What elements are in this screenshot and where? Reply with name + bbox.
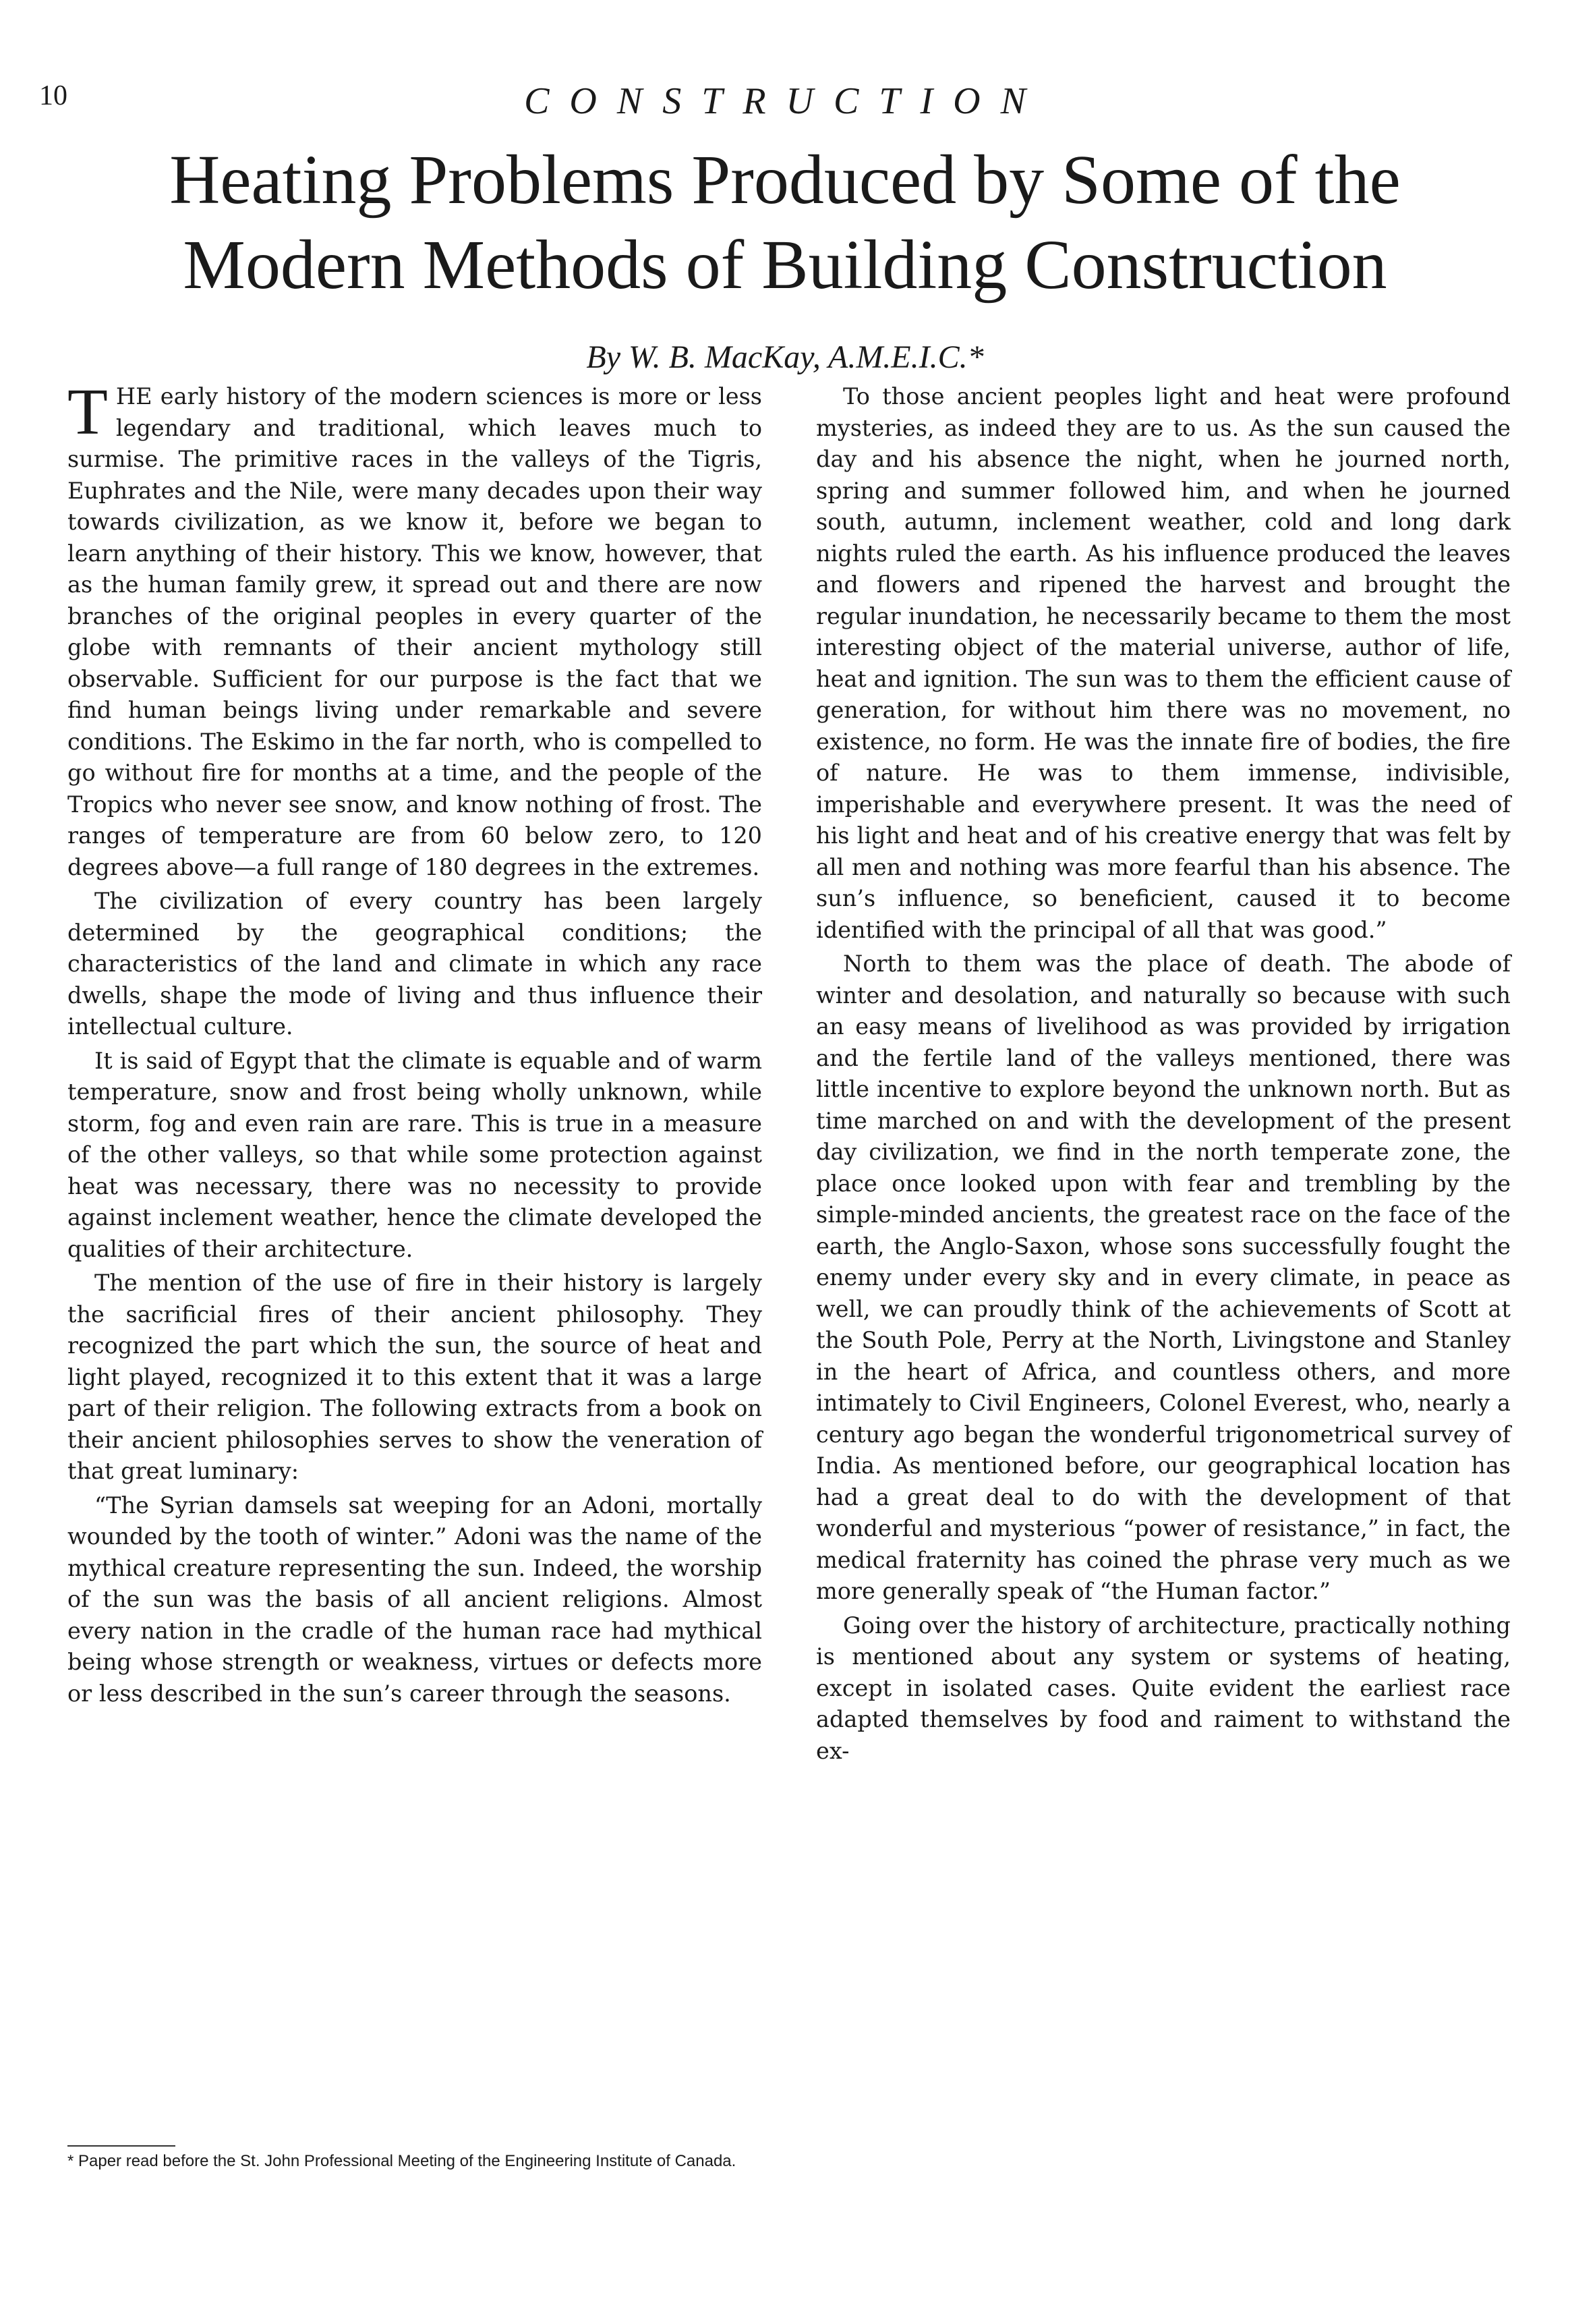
- title-line-1: Heating Problems Produced by Some of the: [169, 141, 1401, 219]
- paragraph: Going over the history of architecture, practically nothing is mentioned about any system or systems of heating, except in isolated cases. Quite evident the earliest race adapted themselves by food and raiment to withstand the ex-: [816, 1612, 1511, 1764]
- byline: By W. B. MacKay, A.M.E.I.C.*: [586, 339, 984, 375]
- page-number: 10: [39, 80, 67, 111]
- paragraph: “The Syrian damsels sat weeping for an Adoni, mortally wounded by the tooth of winter.” Adoni was the name of the mythical creature representing the sun. Indeed, the worship of the sun was the basis of all ancient religions. Almost every nation in the cradle of the human race had mythical being whose strength or weakness, virtues or defects more or less described in the sun’s career through the seasons.: [67, 1492, 762, 1707]
- left-column: [67, 376, 762, 1709]
- paragraph: North to them was the place of death. The abode of winter and desolation, and naturally so because with such an easy means of livelihood as was provided by irrigation and the fertile land of the valleys mentioned, there was little incentive to explore beyond the unknown north. But as time marched on and with the development of the present day civilization, we find in the north temperate zone, the place once looked upon with fear and trembling by the simple-minded ancients, the greatest race on the face of the earth, the Anglo-Saxon, whose sons successfully fought the enemy under every sky and in every climate, in peace as well, we can proudly think of the achievements of Scott at the South Pole, Perry at the North, Livingstone and Stanley in the heart of Africa, and countless others, and more intimately to Civil Engineers, Colonel Everest, who, nearly a century ago began the wonderful trigonometrical survey of India. As mentioned before, our geographical location has had a great deal to do with the development of that wonderful and mysterious “power of resistance,” in fact, the medical fraternity has coined the phrase very much as we more generally speak of “the Human factor.”: [816, 951, 1511, 1604]
- paragraph: The civilization of every country has been largely determined by the geographical conditions; the characteristics of the land and climate in which any race dwells, shape the mode of living and thus influence their intellectual culture.: [67, 888, 762, 1040]
- title-line-2: Modern Methods of Building Construction: [183, 226, 1387, 304]
- drop-cap: T: [67, 376, 108, 449]
- footnote-divider: [67, 2145, 175, 2147]
- right-column: [816, 381, 1511, 1767]
- article-title: [27, 138, 1543, 308]
- paragraph-text: HE early history of the modern sciences is more or less legendary and traditional, which leaves much to surmise. The primitive races in the valleys of the Tigris, Euphrates and the Nile, were many decades upon their way towards civilization, as we know it, before we began to learn anything of their history. This we know, however, that as the human family grew, it spread out and there are now branches of the original peoples in every quarter of the globe with remnants of their ancient mythology still observable. Sufficient for our purpose is the fact that we find human beings living under remarkable and severe conditions. The Eskimo in the far north, who is compelled to go without fire for months at a time, and the people of the Tropics who never see snow, and know nothing of frost. The ranges of temperature are from 60 below zero, to 120 degrees above—a full range of 180 degrees in the extremes.: [67, 383, 762, 880]
- paragraph: [67, 376, 762, 883]
- paragraph: It is said of Egypt that the climate is equable and of warm temperature, snow and frost being wholly unknown, while storm, fog and even rain are rare. This is true in a measure of the other valleys, so that while some protection against heat was necessary, there was no necessity to provide against inclement weather, hence the climate developed the qualities of their architecture.: [67, 1047, 762, 1262]
- paragraph: To those ancient peoples light and heat were profound mysteries, as indeed they are to us. As the sun caused the day and his absence the night, when he journed north, spring and summer followed him, and when he journed south, autumn, inclement weather, cold and long dark nights ruled the earth. As his influence produced the leaves and flowers and ripened the harvest and brought the regular inundation, he necessarily became to them the most interesting object of the material universe, author of life, heat and ignition. The sun was to them the efficient cause of generation, for without him there was no movement, no existence, no form. He was the innate fire of bodies, the fire of nature. He was to them immense, indivisible, imperishable and everywhere present. It was the need of his light and heat and of his creative energy that was felt by all men and nothing was more fearful than his absence. The sun’s influence, so beneficient, caused it to become identified with the principal of all that was good.”: [816, 383, 1511, 943]
- running-head: CONSTRUCTION: [524, 80, 1046, 122]
- paragraph: The mention of the use of fire in their history is largely the sacrificial fires of their ancient philosophy. They recognized the part which the sun, the source of heat and light played, recognized it to this extent that it was a large part of their religion. The following extracts from a book on their ancient philosophies serves to show the veneration of that great luminary:: [67, 1270, 762, 1484]
- footnote: * Paper read before the St. John Professional Meeting of the Engineering Institute of Canada.: [67, 2152, 736, 2170]
